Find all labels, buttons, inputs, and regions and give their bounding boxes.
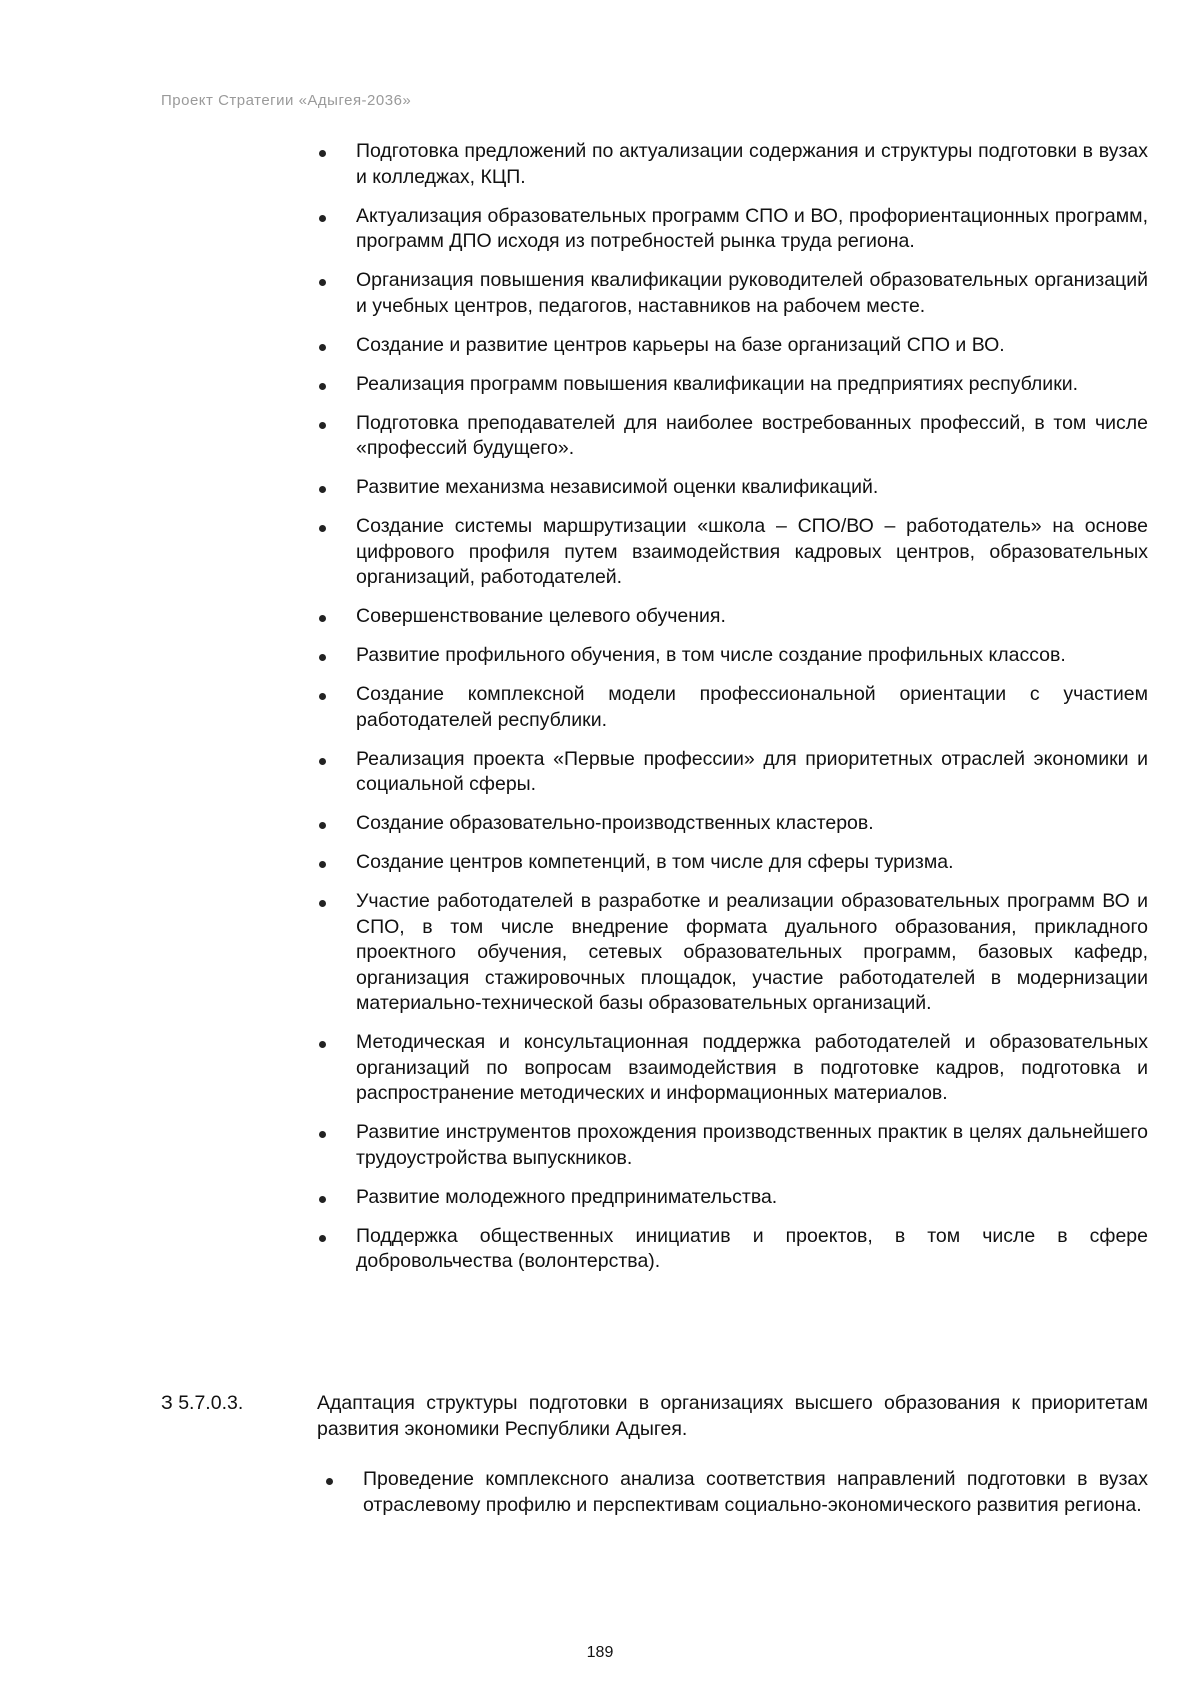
section-title: Адаптация структуры подготовки в организациях высшего образования к приоритетам развития экономики Республики Адыгея.: [317, 1392, 1148, 1440]
bullet-icon: [319, 422, 326, 429]
list-item-text: Подготовка преподавателей для наиболее востребованных профессий, в том числе «профессий будущего».: [356, 411, 1148, 459]
list-item-text: Участие работодателей в разработке и реализации образовательных программ ВО и СПО, в том числе внедрение формата дуального образования, прикладного проектного обучения, сетевых образовательных программ, базовых кафедр, организация стажировочных площадок, участие работодателей в модернизации материально-технической базы образовательных организаций.: [356, 890, 1148, 1014]
bullet-icon: [319, 215, 326, 222]
bullet-icon: [319, 615, 326, 622]
list-item: [316, 475, 1148, 501]
bullet-icon: [319, 1235, 326, 1242]
bullet-icon: [319, 861, 326, 868]
list-item: [316, 1120, 1148, 1171]
section-number: З 5.7.0.3.: [161, 1392, 244, 1414]
list-item-text: Создание комплексной модели профессиональной ориентации с участием работодателей республики.: [356, 683, 1148, 731]
list-item: [316, 139, 1148, 190]
list-item: [316, 850, 1148, 876]
sub-bullet-list: [323, 1467, 1148, 1518]
bullet-icon: [319, 822, 326, 829]
list-item: [316, 268, 1148, 319]
list-item-text: Методическая и консультационная поддержка работодателей и образовательных организаций по вопросам взаимодействия в подготовке кадров, подготовка и распространение методических и информационных материалов.: [356, 1031, 1148, 1104]
page-number: 189: [586, 1644, 614, 1661]
list-item-text: Развитие механизма независимой оценки квалификаций.: [356, 476, 879, 498]
list-item: [316, 333, 1148, 359]
list-item: [323, 1467, 1148, 1518]
list-item-text: Развитие молодежного предпринимательства.: [356, 1185, 778, 1208]
list-item: [316, 514, 1148, 591]
bullet-icon: [319, 693, 326, 700]
list-item-text: Реализация проекта «Первые профессии» для приоритетных отраслей экономики и социальной сферы.: [356, 747, 1148, 795]
list-item: [316, 811, 1148, 837]
list-item-text: Создание центров компетенций, в том числе для сферы туризма.: [356, 851, 954, 873]
list-item: [316, 1185, 1148, 1211]
bullet-icon: [319, 279, 326, 286]
section-heading: [161, 1391, 1148, 1442]
bullet-icon: [319, 900, 326, 907]
list-item-text: Реализация программ повышения квалификации на предприятиях республики.: [356, 372, 1079, 395]
bullet-icon: [326, 1478, 333, 1485]
list-item-text: Создание образовательно-производственных кластеров.: [356, 812, 874, 834]
list-item: [316, 604, 1148, 630]
bullet-list: [316, 139, 1148, 1288]
list-item: [316, 643, 1148, 669]
list-item: [316, 889, 1148, 1017]
bullet-icon: [319, 1131, 326, 1138]
bullet-icon: [319, 1041, 326, 1048]
list-item-text: Организация повышения квалификации руководителей образовательных организаций и учебных центров, педагогов, наставников на рабочем месте.: [356, 269, 1148, 317]
list-item: [316, 747, 1148, 798]
bullet-icon: [319, 344, 326, 351]
list-item: [316, 1030, 1148, 1107]
list-item-text: Поддержка общественных инициатив и проектов, в том числе в сфере добровольчества (волонтерства).: [356, 1224, 1148, 1272]
list-item-text: Совершенствование целевого обучения.: [356, 605, 726, 627]
bullet-icon: [319, 1196, 326, 1203]
bullet-icon: [319, 758, 326, 765]
bullet-icon: [319, 654, 326, 661]
list-item: [316, 372, 1148, 398]
bullet-icon: [319, 486, 326, 493]
list-item: [316, 411, 1148, 462]
list-item-text: Актуализация образовательных программ СПО и ВО, профориентационных программ, программ ДПО исходя из потребностей рынка труда региона.: [356, 204, 1148, 252]
running-header: Проект Стратегии «Адыгея-2036»: [161, 92, 412, 109]
list-item-text: Подготовка предложений по актуализации содержания и структуры подготовки в вузах и колледжах, КЦП.: [356, 140, 1148, 188]
list-item-text: Создание системы маршрутизации «школа – СПО/ВО – работодатель» на основе цифрового профиля путем взаимодействия кадровых центров, образовательных организаций, работодателей.: [356, 515, 1148, 588]
list-item-text: Проведение комплексного анализа соответствия направлений подготовки в вузах отраслевому профилю и перспективам социально-экономического развития региона.: [363, 1468, 1148, 1516]
bullet-icon: [319, 383, 326, 390]
list-item: [316, 682, 1148, 733]
list-item-text: Развитие профильного обучения, в том числе создание профильных классов.: [356, 644, 1066, 666]
list-item: [316, 204, 1148, 255]
bullet-icon: [319, 525, 326, 532]
bullet-icon: [319, 150, 326, 157]
list-item-text: Развитие инструментов прохождения производственных практик в целях дальнейшего трудоустройства выпускников.: [356, 1121, 1148, 1169]
list-item: [316, 1224, 1148, 1275]
list-item-text: Создание и развитие центров карьеры на базе организаций СПО и ВО.: [356, 333, 1005, 356]
